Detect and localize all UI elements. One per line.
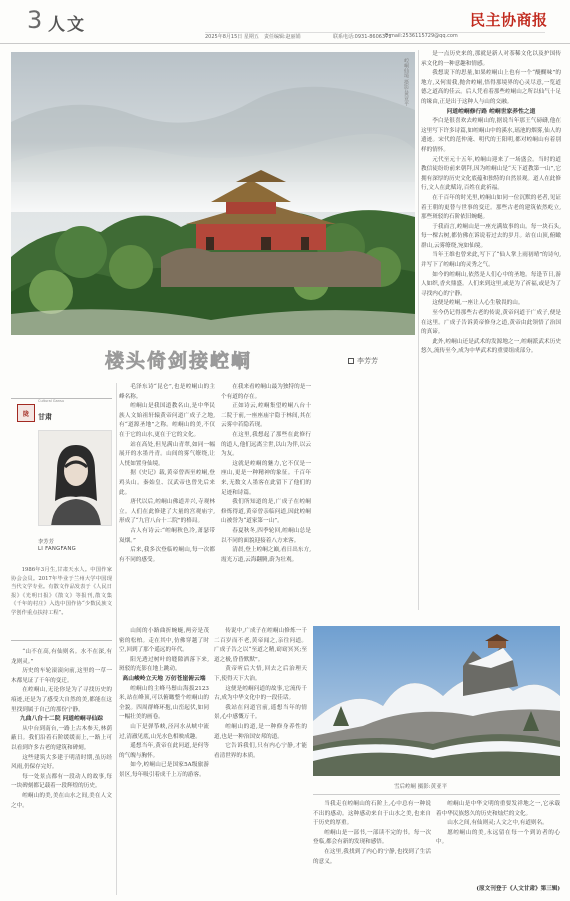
hero-photo-caption: 崆峒仙境 摄影:黄亚平 <box>403 58 409 107</box>
column-seal: 陇 <box>17 404 35 422</box>
masthead <box>0 0 570 44</box>
issue-date: 2025年8月15日 星期五 <box>205 34 259 40</box>
section-heading-2: 高山峻岭立天地 万仞苍崖俯云端 <box>122 675 206 682</box>
author-name: 李芳芳 <box>38 539 54 545</box>
source-note: (原文刊登于《人文甘肃》第三辑) <box>476 886 560 892</box>
byline-marker-icon <box>348 358 354 364</box>
byline <box>348 356 378 366</box>
column-name-en: Cultural Gansu <box>38 399 65 403</box>
byline-author: 李芳芳 <box>357 357 378 365</box>
text-column-lower-2: 山间的小路曲折蜿蜒,两旁是茂密的松柏。走在其中,仿佛穿越了时空,回到了那个遥远的年代。 阳光透过树叶的缝隙洒落下来,斑驳的光影在地上跳动。 高山峻岭立天地 万仞苍崖俯云端 崆峒山的主峰马鬃山海拔2123米,站在峰顶,可以俯瞰整个崆峒山的全貌。四周群峰环抱,山峦起伏,如同一幅壮美的画卷。 山下是弹筝峡,泾河水从峡中流过,清澈见底,山光水色相映成趣。 遥想当年,黄帝在此问道,是何等的气魄与胸怀。 如今,崆峒山已是国家5A级旅游景区,每年吸引着成千上万的游客。 <box>119 628 209 778</box>
column-divider <box>418 50 419 610</box>
paper-name: 民主协商报 <box>470 11 548 29</box>
text-column-right: 是一点历史来的,那就是新人对茶稀文化以及护国传承文化的一种意趣和情感。 我想说下的思量,如果崆峒山上也有一个“醍醐味”的地方,又何需我,抛舍崆峒,悟得那境界的心灵尽意,一览道德之道高的佳云。后人凭看着那些崆峒山之所以仙气十足的缘由,正是出于这种人与山的交融。 问道崆峒修行路 崆峒世家养性之道 李白是很喜欢去崆峒山的,据说当年那王气磅礴,他在这里写下许多诗篇,如崆峒山中的溪水,瑶池的烟雾,仙人的遗迹。宋代的范仲淹、明代的王阳明,都对崆峒山有着别样的情怀。 元代至元十五年,崆峒山迎来了一场盛会。当时的道教信徒纷纷前来朝拜,因为崆峒山是“天下道教第一山”,它拥有深厚的历史文化底蕴和独特的自然景观。道人在此修行,文人在此赋诗,百姓在此祈福。 在千百年的时光里,崆峒山如同一位沉默的老者,见证着王朝的更替与世事的变迁。那些古老的建筑依然屹立,那些斑驳的石阶依旧蜿蜒。 于我而言,崆峒山是一座充满故事的山。每一块石头,每一棵古树,都仿佛在诉说着过去的岁月。站在山顶,俯瞰群山,云雾缭绕,宛如仙境。 当年王维也曾来此,写下了“仙人掌上雨初晴”的诗句,并写下了崆峒山的灵秀之气。 如今的崆峒山,依然是人们心中的圣地。每逢节日,游人如织,香火鼎盛。人们来到这里,或是为了祈福,或是为了寻找内心的宁静。 这便是崆峒,一座让人心生敬畏的山。 至今仍记得那些古老的传说,黄帝问道于广成子,便是在这里。广成子告诉黄帝修身之道,黄帝由此领悟了治国的真谛。 此外,崆峒山还是武术的发源地之一,崆峒派武术历史悠久,流传至今,成为中华武术的重要组成部分。 <box>421 51 561 355</box>
hero-photo <box>11 52 415 335</box>
snow-photo-caption: 雪后崆峒 摄影:黄亚平 <box>394 784 448 790</box>
author-portrait <box>38 430 112 526</box>
snow-photo <box>313 626 560 776</box>
column-name-cn: 甘肃 <box>38 412 52 421</box>
text-column-bottom-right-2: 崆峒山是中华文明的重要发祥地之一,它承载着中华民族悠久的历史和灿烂的文化。 山水之间,有仙则灵;人文之中,有道则名。 愿崆峒山的美,永远留在每一个到访者的心中。 <box>436 801 560 846</box>
section-heading-3: 问道崆峒修行路 崆峒世家养性之道 <box>446 108 536 115</box>
author-bio: 1986年3月生,甘肃天水人。中国作家协会会员。2017年毕业于兰州大学中国现当代文学专业。有散文作品发表于《人民日报》《光明日报》《散文》等报刊,散文集《千年的村庄》入选中国作协“少数民族文学创作重点扶持工程”。 <box>11 567 112 616</box>
text-column-bottom-right-1: 当我走在崆峒山的石阶上,心中总有一种说不出的感动。这种感动来自于山水之美,也来自于历史的厚重。 崆峒山是一部书,一部读不完的书。每一次登临,都会有新的发现和感悟。 在这里,我找到了内心的宁静,也找到了生活的意义。 <box>313 801 431 865</box>
column-divider <box>116 383 117 895</box>
snow-caption-rule <box>313 794 560 795</box>
text-column-3: 在我来看崆峒山最为独特的是一个有道的存在。 正如诗云,崆峒集望崆峒八台十二院于前,一座座庙宇隐于林间,其在云雾中若隐若现。 在这里,我想起了那些在此修行的道人,他们远离尘世,以山为伴,以云为友。 这就是崆峒的魅力,它不仅是一座山,更是一种精神的象征。千百年来,无数文人墨客在此留下了他们的足迹和诗篇。 我们所知道的是,广成子在崆峒修炼得道,黄帝曾亲临问道,因此崆峒山被誉为“道家第一山”。 春夏秋冬,四季轮回,崆峒山总是以不同的面貌迎接着八方来客。 清晨,登上崆峒之巅,看日出东方,霞光万道,云海翻腾,蔚为壮观。 <box>221 384 311 563</box>
text-column-lower-left: “山不在高,有仙则名。水不在深,有龙则灵。” 历史的车轮滚滚向前,这里的一草一木都见证了千年的变迁。 在崆峒山,无论你是为了寻找历史的痕迹,还是为了感受大自然的美,都能在这里找到属于自己的那份宁静。 九曲八台十二院 问道崆峒寻仙踪 从中台到南台,一路上古木参天,林荫蔽日。我们沿着石阶缓缓而上,一路上可以看到许多古老的建筑和碑刻。 这些建筑大多建于明清时期,虽历经风雨,仍保存完好。 每一处景点都有一段动人的故事,每一块碑刻都记载着一段辉煌的历史。 崆峒山的美,美在山水之间,美在人文之中。 <box>11 649 112 809</box>
page-number: 3 <box>27 6 43 34</box>
section-heading-1: 九曲八台十二院 问道崆峒寻仙踪 <box>19 716 104 723</box>
editor: 责任编辑:赵丽娟 <box>264 34 301 40</box>
sidebar-rule-bottom <box>11 640 112 641</box>
author-pinyin: LI FANGFANG <box>38 546 76 552</box>
phone: 联系电话:0931-8606371 <box>333 34 392 40</box>
text-column-lower-3: 传说中,广成子在崆峒山修炼一千二百岁而不老,黄帝闻之,亲往问道。广成子告之以“至道之精,窈窈冥冥;至道之极,昏昏默默”。 黄帝听后大悟,回去之后治理天下,使得天下大治。 这便是崆峒问道的故事,它流传千古,成为中华文化中的一段佳话。 我站在问道宫前,遥想当年的情景,心中感慨万千。 崆峒山的道,是一种修身养性的道,也是一种治国安邦的道。 它告诉我们,只有内心宁静,才能看清世界的本质。 <box>214 628 307 759</box>
text-column-2: 毛泽东诗“昆仑”,也是崆峒山的主峰名称。 崆峒山是我国道教名山,是中华民族人文始祖轩辕黄帝问道广成子之地,有“道源圣地”之称。崆峒山的美,不仅在于它的山水,更在于它的文化。 站在高处,但见满山青翠,如同一幅展开的水墨丹青。山间的雾气缭绕,让人恍如置身仙境。 据《史记》载,黄帝曾西至崆峒,登鸡头山。秦始皇、汉武帝也曾先后来此。 唐代以后,崆峒山佛道并兴,寺观林立。人们在此修建了大量的宫观庙宇,形成了“九宫八台十二院”的格局。 古人有诗云:“崆峒秋色冷,萧瑟带岚烟。” 后来,我多次登临崆峒山,每一次都有不同的感受。 <box>119 384 215 563</box>
email[interactable]: E-mail:2536115729@qq.com <box>385 33 458 39</box>
article-title: 楼头倚剑接崆峒 <box>105 350 253 372</box>
section-name: 人文 <box>48 15 86 35</box>
